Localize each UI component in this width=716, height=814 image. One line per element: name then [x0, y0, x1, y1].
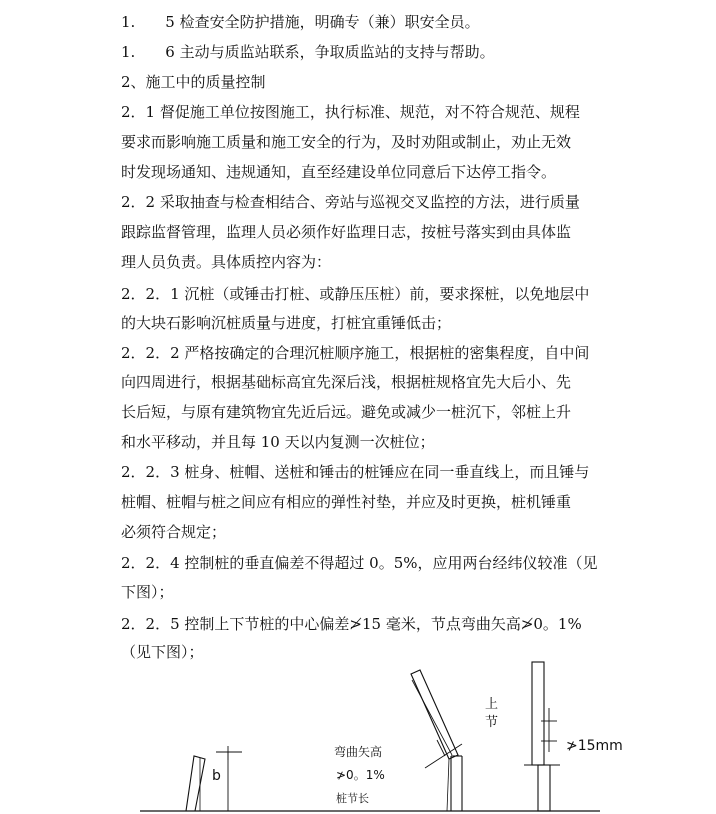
text-line: 下图）；: [121, 583, 174, 601]
label-b: b: [212, 768, 221, 784]
label-pile-length: 桩节长: [336, 792, 369, 805]
text-line: 的大块石影响沉桩质量与进度，打桩宜重锤低击；: [121, 314, 452, 332]
text-line: 必须符合规定；: [121, 523, 227, 541]
text-line: 时发现场通知、违规通知，直至经建设单位同意后下达停工指令。: [121, 163, 557, 181]
label-upper-2: 节: [485, 715, 499, 730]
text-line: 2．2．4 控制桩的垂直偏差不得超过 0。5%，应用两台经纬仪较准（见: [121, 554, 598, 572]
text-line: 和水平移动，并且每 10 天以内复测一次桩位；: [121, 433, 435, 451]
label-upper-1: 上: [485, 697, 499, 712]
text-line: 向四周进行，根据基础标高宜先深后浅，根据桩规格宜先大后小、先: [121, 373, 572, 391]
text-line: 2．2．1 沉桩（或锤击打桩、或静压压桩）前，要求探桩，以免地层中: [121, 285, 590, 303]
text-line: 桩帽、桩帽与桩之间应有相应的弹性衬垫，并应及时更换，桩机锤重: [121, 493, 572, 511]
text-line: 2．2．2 严格按确定的合理沉桩顺序施工，根据桩的密集程度，自中间: [121, 344, 590, 362]
label-bend-title: 弯曲矢高: [334, 745, 383, 759]
bent-pile-drawing: [334, 670, 462, 811]
label-offset: ≯15mm: [566, 738, 623, 754]
text-line: 理人员负责。具体质控内容为：: [121, 253, 332, 271]
text-line: 跟踪监督管理，监理人员必须作好监理日志，按桩号落实到由具体监: [121, 223, 572, 241]
section-heading: 2、施工中的质量控制: [121, 73, 266, 91]
text-line: 长后短，与原有建筑物宜先近后远。避免或减少一桩沉下，邻桩上升: [121, 403, 572, 421]
text-line: 2．2．3 桩身、桩帽、送桩和锤击的桩锤应在同一垂直线上，而且锤与: [121, 463, 590, 481]
text-line: 1. 6 主动与质监站联系，争取质监站的支持与帮助。: [121, 43, 495, 61]
text-line: 2．1 督促施工单位按图施工，执行标准、规范，对不符合规范、规程: [121, 103, 580, 121]
text-line: 要求而影响施工质量和施工安全的行为，及时劝阻或制止，劝止无效: [121, 133, 572, 151]
segment-offset-drawing: [485, 662, 623, 811]
label-bend-value: ≯0。1%: [336, 768, 385, 782]
text-line: 2．2．5 控制上下节桩的中心偏差≯15 毫米，节点弯曲矢高≯0。1%: [121, 615, 582, 633]
text-line: 2．2 采取抽查与检查相结合、旁站与巡视交叉监控的方法，进行质量: [121, 193, 580, 211]
leaning-pile-drawing: [186, 746, 242, 811]
pile-deviation-figure: [0, 660, 716, 814]
text-line: （见下图）；: [121, 643, 204, 661]
text-line: 1. 5 检查安全防护措施，明确专（兼）职安全员。: [121, 13, 480, 31]
